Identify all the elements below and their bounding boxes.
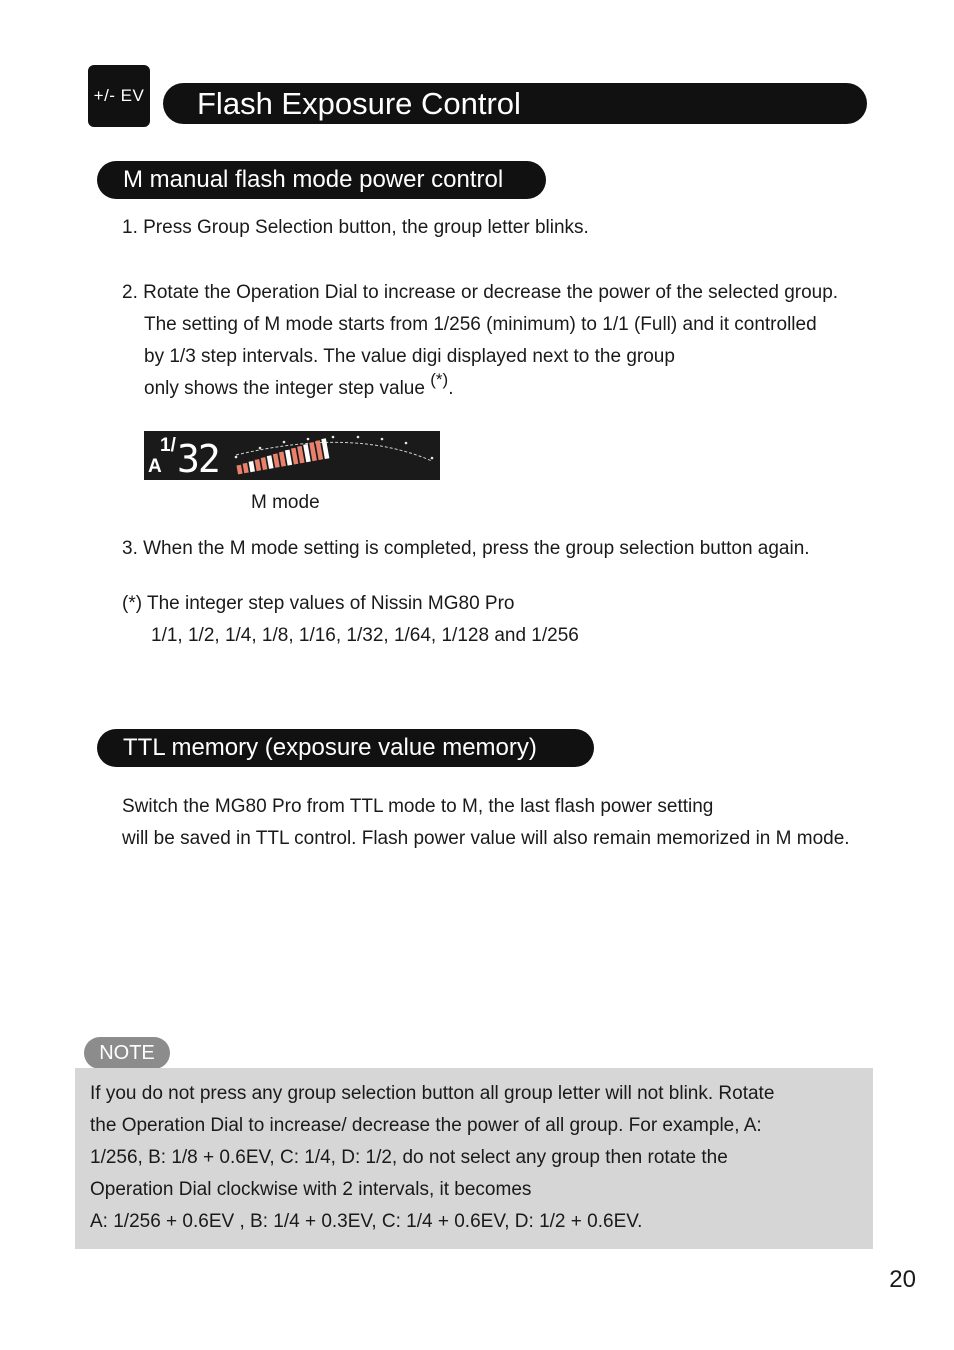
lcd-tick-dot xyxy=(381,438,384,441)
lcd-tick-dot xyxy=(431,457,434,460)
lcd-tick-dot xyxy=(405,442,408,445)
lcd-level-bar xyxy=(315,440,323,460)
lcd-level-bar xyxy=(273,453,280,467)
lcd-level-bar xyxy=(297,446,304,464)
lcd-level-bar xyxy=(291,448,298,465)
lcd-level-bar xyxy=(267,455,274,469)
step-2-line-2: The setting of M mode starts from 1/256 (minimum) to 1/1 (Full) and it controlled xyxy=(144,314,817,335)
step-2-line-4-text: only shows the integer step value xyxy=(144,378,425,399)
note-badge: NOTE xyxy=(84,1037,170,1069)
lcd-scale-ticks xyxy=(235,436,434,460)
lcd-tick-dot xyxy=(235,456,238,459)
ttl-line-2: will be saved in TTL control. Flash power value will also remain memorized in M mode. xyxy=(122,828,850,849)
lcd-level-bar xyxy=(243,463,249,473)
step-3: 3. When the M mode setting is completed, press the group selection button again. xyxy=(122,538,810,559)
footnote-line-2: 1/1, 1/2, 1/4, 1/8, 1/16, 1/32, 1/64, 1/128 and 1/256 xyxy=(151,625,579,646)
display-caption: M mode xyxy=(251,492,320,513)
note-line-5: A: 1/256 + 0.6EV , B: 1/4 + 0.3EV, C: 1/4 + 0.6EV, D: 1/2 + 0.6EV. xyxy=(90,1211,643,1232)
page-title: Flash Exposure Control xyxy=(197,86,521,121)
asterisk-reference: (*) xyxy=(430,370,449,389)
lcd-tick-dot xyxy=(357,436,360,439)
lcd-tick-dot xyxy=(307,438,310,441)
lcd-level-bars xyxy=(236,438,329,474)
note-box xyxy=(75,1068,873,1249)
lcd-group-letter: A xyxy=(148,456,162,477)
lcd-level-bar xyxy=(309,442,317,461)
section-heading-m-manual-text: M manual flash mode power control xyxy=(123,166,504,193)
step-1: 1. Press Group Selection button, the group letter blinks. xyxy=(122,217,589,238)
lcd-level-bar xyxy=(285,450,292,466)
lcd-tick-dot xyxy=(283,441,286,444)
note-line-4: Operation Dial clockwise with 2 intervals, it becomes xyxy=(90,1179,532,1200)
lcd-level-bar xyxy=(249,461,255,472)
step-2-period: . xyxy=(448,378,454,399)
step-2-line-4 xyxy=(144,370,454,405)
step-2-line-1: 2. Rotate the Operation Dial to increase or decrease the power of the selected group. xyxy=(122,282,839,303)
lcd-tick-dot xyxy=(259,447,262,450)
lcd-display-svg xyxy=(144,431,440,480)
lcd-level-bar xyxy=(261,457,268,470)
footnote-line-1: (*) The integer step values of Nissin MG80 Pro xyxy=(122,593,515,614)
lcd-level-bar xyxy=(236,465,242,475)
lcd-level-bar xyxy=(255,459,262,471)
page-title-bar xyxy=(163,83,867,124)
lcd-tick-dot xyxy=(332,436,335,439)
note-line-3: 1/256, B: 1/8 + 0.6EV, C: 1/4, D: 1/2, do not select any group then rotate the xyxy=(90,1147,728,1168)
note-line-2: the Operation Dial to increase/ decrease the power of all group. For example, A: xyxy=(90,1115,762,1136)
lcd-value-digits: 32 xyxy=(177,437,219,480)
lcd-level-bar xyxy=(279,452,286,467)
lcd-level-bar xyxy=(303,444,311,462)
section-heading-ttl-memory xyxy=(97,729,594,767)
ev-badge xyxy=(88,65,150,127)
section-heading-ttl-memory-text: TTL memory (exposure value memory) xyxy=(123,734,537,761)
page-number: 20 xyxy=(889,1266,916,1293)
note-line-1: If you do not press any group selection button all group letter will not blink. Rotate xyxy=(90,1083,775,1104)
step-2-line-3: by 1/3 step intervals. The value digi displayed next to the group xyxy=(144,346,675,367)
lcd-display-image xyxy=(144,431,440,480)
ev-badge-label: +/- EV xyxy=(93,86,145,105)
lcd-fraction-text: 1/ xyxy=(160,435,176,456)
section-heading-m-manual xyxy=(97,161,546,199)
ttl-line-1: Switch the MG80 Pro from TTL mode to M, the last flash power setting xyxy=(122,796,714,817)
